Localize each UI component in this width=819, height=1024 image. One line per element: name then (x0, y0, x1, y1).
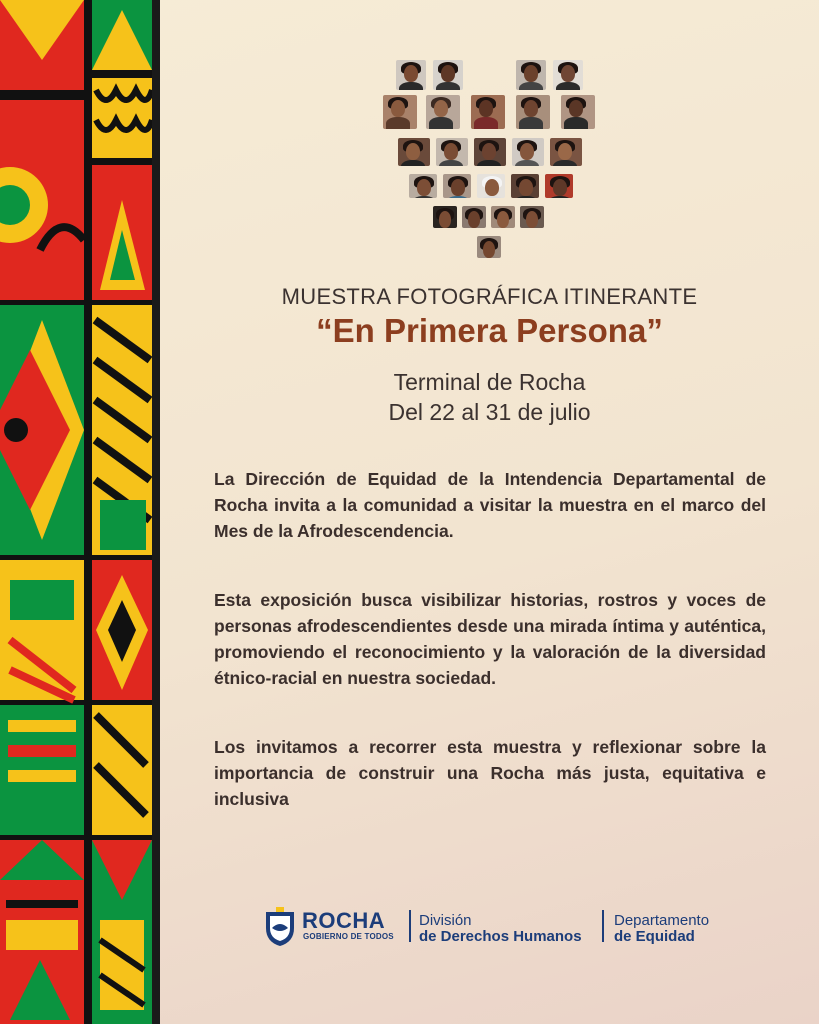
portrait-photo (433, 206, 457, 228)
footer-logos (262, 904, 732, 954)
portrait-photo (520, 206, 544, 228)
portrait-photo (443, 174, 471, 198)
portrait-photo (545, 174, 573, 198)
portrait-photo (477, 174, 505, 198)
exhibition-title: “En Primera Persona” (316, 312, 663, 349)
description-paragraph: Esta exposición busca visibilizar historias, rostros y voces de personas afrodescendientes desde una mirada íntima y auténtica, promoviendo el reconocimiento y la valoración de la diversidad étnico-racial en nuestra sociedad. (214, 590, 766, 688)
portrait-photo (426, 95, 460, 129)
exhibition-type-heading: MUESTRA FOTOGRÁFICA ITINERANTE (281, 284, 698, 309)
portrait-photo (409, 174, 437, 198)
event-venue: Terminal de Rocha (393, 369, 586, 395)
portrait-photo (396, 60, 426, 90)
portrait-photo (383, 95, 417, 129)
portrait-photo (491, 206, 515, 228)
portrait-photo (474, 138, 506, 166)
portrait-photo (511, 174, 539, 198)
rocha-logo-tagline: GOBIERNO DE TODOS (303, 932, 394, 941)
event-dates: Del 22 al 31 de julio (388, 399, 591, 425)
division-name: de Derechos Humanos (419, 928, 582, 945)
department-label: Departamento (614, 912, 710, 929)
portrait-photo (471, 95, 505, 129)
portrait-photo (433, 60, 463, 90)
portrait-photo (512, 138, 544, 166)
rocha-logo-name: ROCHA (302, 908, 386, 933)
portrait-photo (561, 95, 595, 129)
footer-divider (409, 910, 411, 942)
department-name: de Equidad (614, 928, 695, 945)
rocha-shield-icon (262, 906, 298, 948)
portrait-photo (550, 138, 582, 166)
footer-divider (602, 910, 604, 942)
closing-paragraph: Los invitamos a recorrer esta muestra y reflexionar sobre la importancia de construir una Rocha más justa, equitativa e inclusiva (214, 737, 766, 809)
portrait-photo (477, 236, 501, 258)
portrait-photo (462, 206, 486, 228)
portrait-photo (553, 60, 583, 90)
portrait-photo (516, 95, 550, 129)
portrait-photo (436, 138, 468, 166)
portrait-photo (398, 138, 430, 166)
portrait-photo (516, 60, 546, 90)
portrait-heart-collage (0, 0, 819, 270)
division-label: División (419, 912, 472, 929)
invitation-paragraph: La Dirección de Equidad de la Intendencia Departamental de Rocha invita a la comunidad a visitar la muestra en el marco del Mes de la Afrodescendencia. (214, 469, 766, 541)
